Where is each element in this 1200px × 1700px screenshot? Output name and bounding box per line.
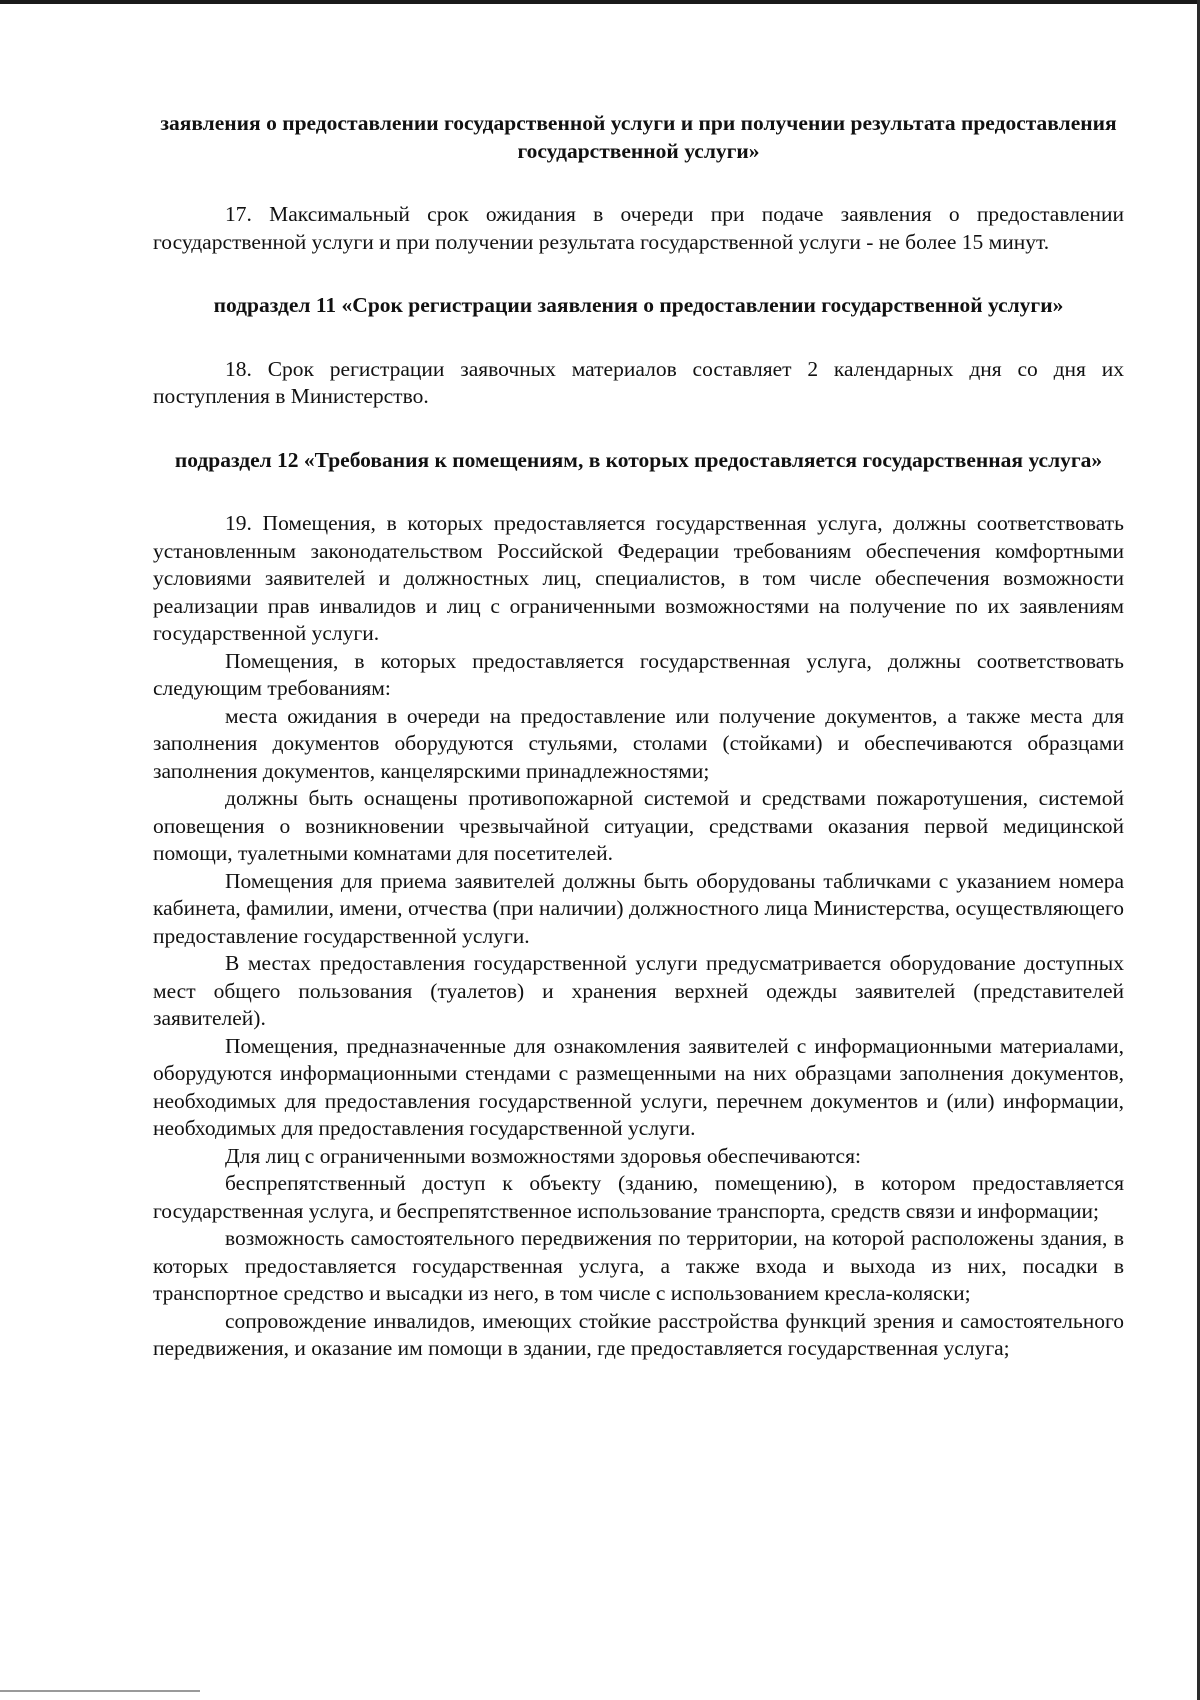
scan-edge-bottom <box>0 1690 200 1692</box>
paragraph-19-requirements: Помещения, в которых предоставляется государственная услуга, должны соответствовать следующим требованиям: <box>153 648 1124 700</box>
paragraph-19-intro: 19. Помещения, в которых предоставляется государственная услуга, должны соответствовать установленным законодательством Российской Федерации требованиям обеспечения комфортными условиями заявителей и должностных лиц, специалистов, в том числе обеспечения возможности реализации прав инвалидов и лиц с ограниченными возможностями на получение по их заявлениям государственной услуги. <box>153 511 1124 645</box>
paragraph-19-escort: сопровождение инвалидов, имеющих стойкие расстройства функций зрения и самостоятельного передвижения, и оказание им помощи в здании, где предоставляется государственная услуга; <box>153 1308 1124 1360</box>
paragraph-19-common-areas: В местах предоставления государственной услуги предусматривается оборудование доступных мест общего пользования (туалетов) и хранения верхней одежды заявителей (представителей заявителей). <box>153 951 1124 1030</box>
scan-edge-top <box>0 0 1200 4</box>
paragraph-19-waiting-places: места ожидания в очереди на предоставление или получение документов, а также места для заполнения документов оборудуются стульями, столами (стойками) и обеспечиваются образцами заполнения документов, канцелярскими принадлежностями; <box>153 703 1124 783</box>
document-body <box>153 110 1124 1363</box>
section-heading-continuation: заявления о предоставлении государственной услуги и при получении результата предоставления государственной услуги» <box>160 111 1117 163</box>
paragraph-19-block <box>153 510 1124 1363</box>
paragraph-18: 18. Срок регистрации заявочных материалов составляет 2 календарных дня со дня их поступления в Министерство. <box>153 356 1124 408</box>
paragraph-19-fire-safety: должны быть оснащены противопожарной системой и средствами пожаротушения, системой оповещения о возникновении чрезвычайной ситуации, средствами оказания первой медицинской помощи, туалетными комнатами для посетителей. <box>153 786 1124 865</box>
paragraph-19-disabilities-intro: Для лиц с ограниченными возможностями здоровья обеспечиваются: <box>225 1143 861 1168</box>
paragraph-19-info-stands: Помещения, предназначенные для ознакомления заявителей с информационными материалами, оборудуются информационными стендами с размещенными на них образцами заполнения документов, необходимых для предоставления государственной услуги, перечнем документов и (или) информации, необходимых для предоставления государственной услуги. <box>153 1033 1124 1140</box>
paragraph-19-movement: возможность самостоятельного передвижения по территории, на которой расположены здания, в которых предоставляется государственная услуга, а также входа и выхода из них, посадки в транспортное средство и высадки из него, в том числе с использованием кресла-коляски; <box>153 1226 1124 1305</box>
subsection-12-heading: подраздел 12 «Требования к помещениям, в которых предоставляется государственная услуга» <box>174 447 1103 472</box>
paragraph-19-signage: Помещения для приема заявителей должны быть оборудованы табличками с указанием номера кабинета, фамилии, имени, отчества (при наличии) должностного лица Министерства, осуществляющего предоставление государственной услуги. <box>153 868 1124 948</box>
paragraph-17: 17. Максимальный срок ожидания в очереди при подаче заявления о предоставлении государственной услуги и при получении результата государственной услуги - не более 15 минут. <box>153 202 1124 254</box>
paragraph-19-access: беспрепятственный доступ к объекту (зданию, помещению), в котором предоставляется государственная услуга, и беспрепятственное использование транспорта, средств связи и информации; <box>153 1171 1124 1223</box>
subsection-11-heading: подраздел 11 «Срок регистрации заявления о предоставлении государственной услуги» <box>213 293 1064 317</box>
